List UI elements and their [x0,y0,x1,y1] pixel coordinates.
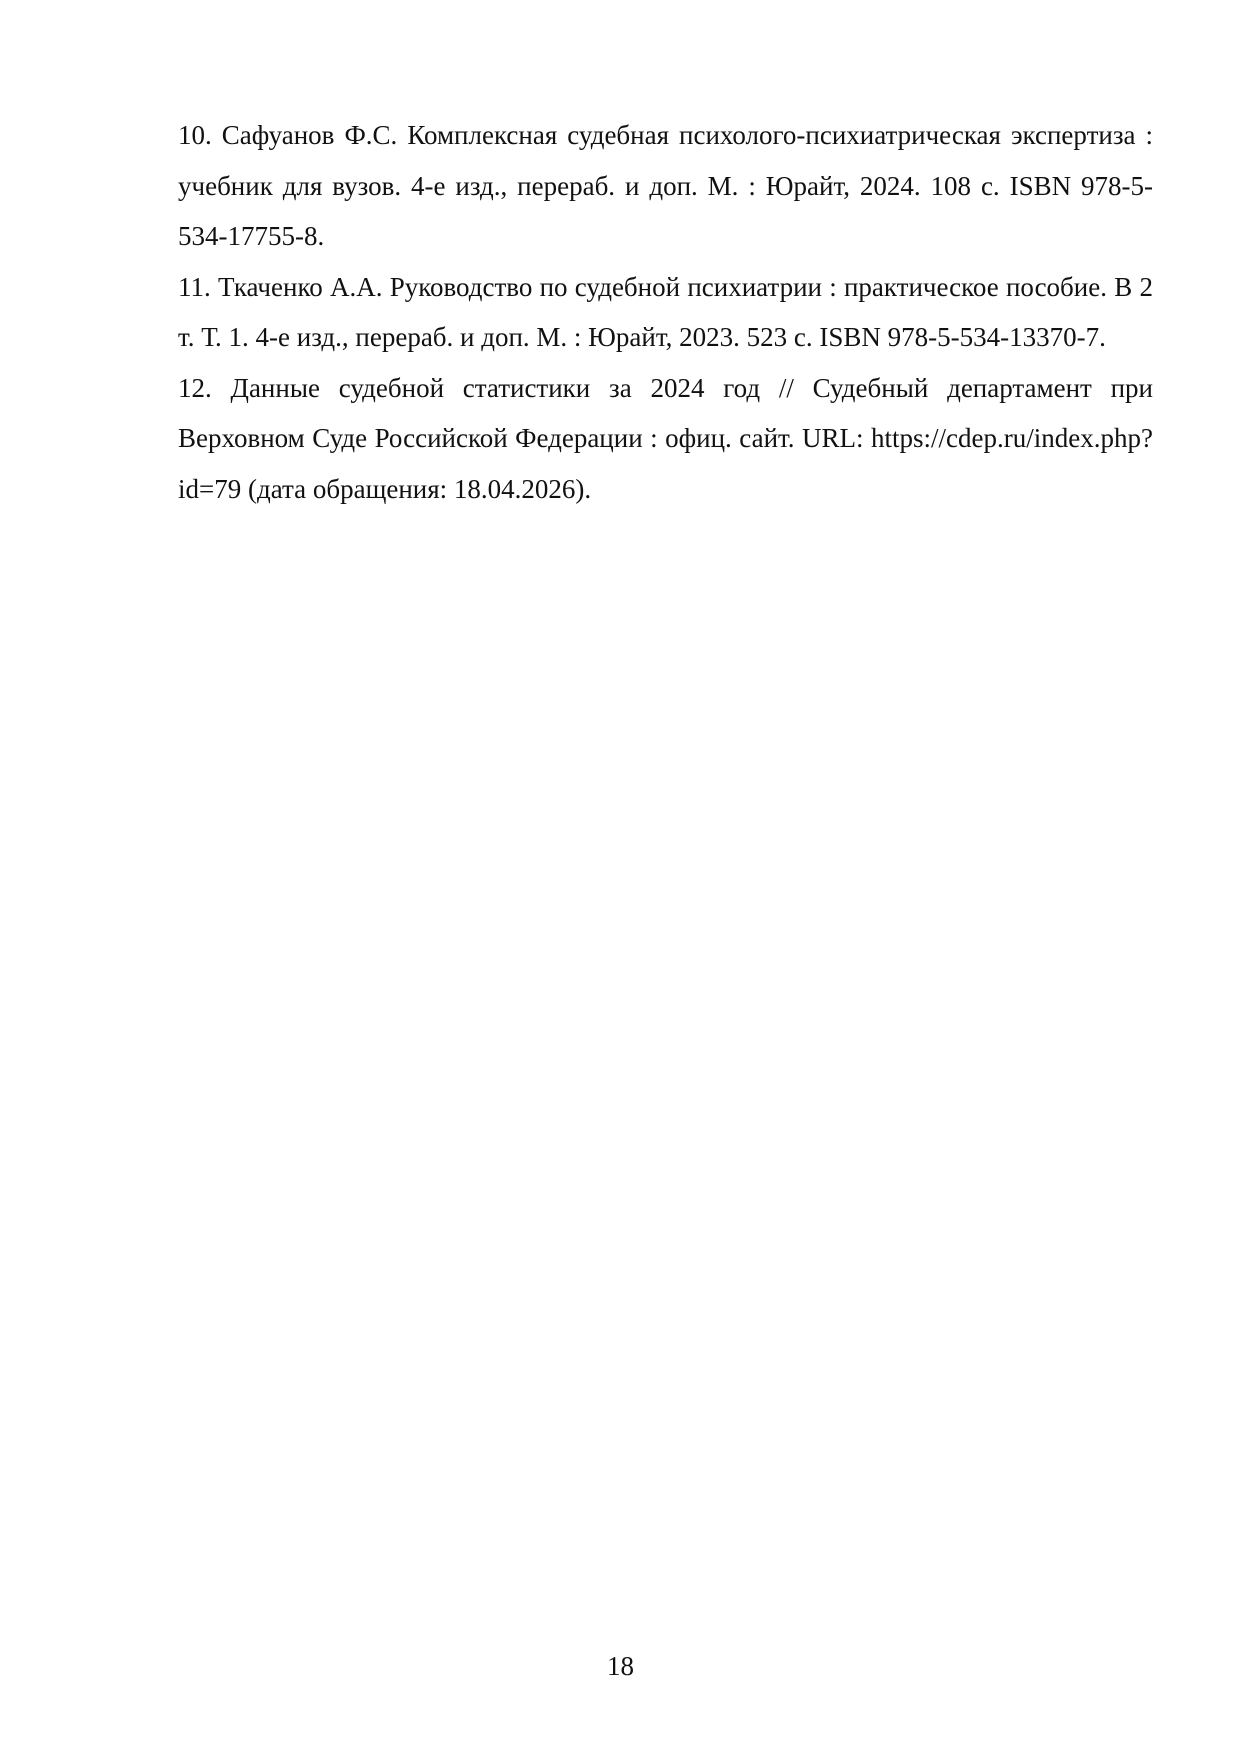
reference-item: 11. Ткаченко А.А. Руководство по судебной психиатрии : практическое пособие. В 2 т. Т. 1. 4-е изд., перераб. и доп. М. : Юрайт, 2023. 523 с. ISBN 978-5-534-13370-7. [178,271,1153,352]
reference-item: 10. Сафуанов Ф.С. Комплексная судебная психолого-психиатрическая экспертиза : учебник для вузов. 4-е изд., перераб. и доп. М. : Юрайт, 2024. 108 с. ISBN 978-5-534-17755-8. [178,120,1153,251]
reference-list [178,110,1153,514]
page-number: 18 [607,1651,634,1681]
reference-item: 12. Данные судебной статистики за 2024 год // Судебный департамент при Верховном Суде Российской Федерации : офиц. сайт. URL: https://cdep.ru/index.php?id=79 (дата обращения: 18.04.2026). [178,372,1153,504]
